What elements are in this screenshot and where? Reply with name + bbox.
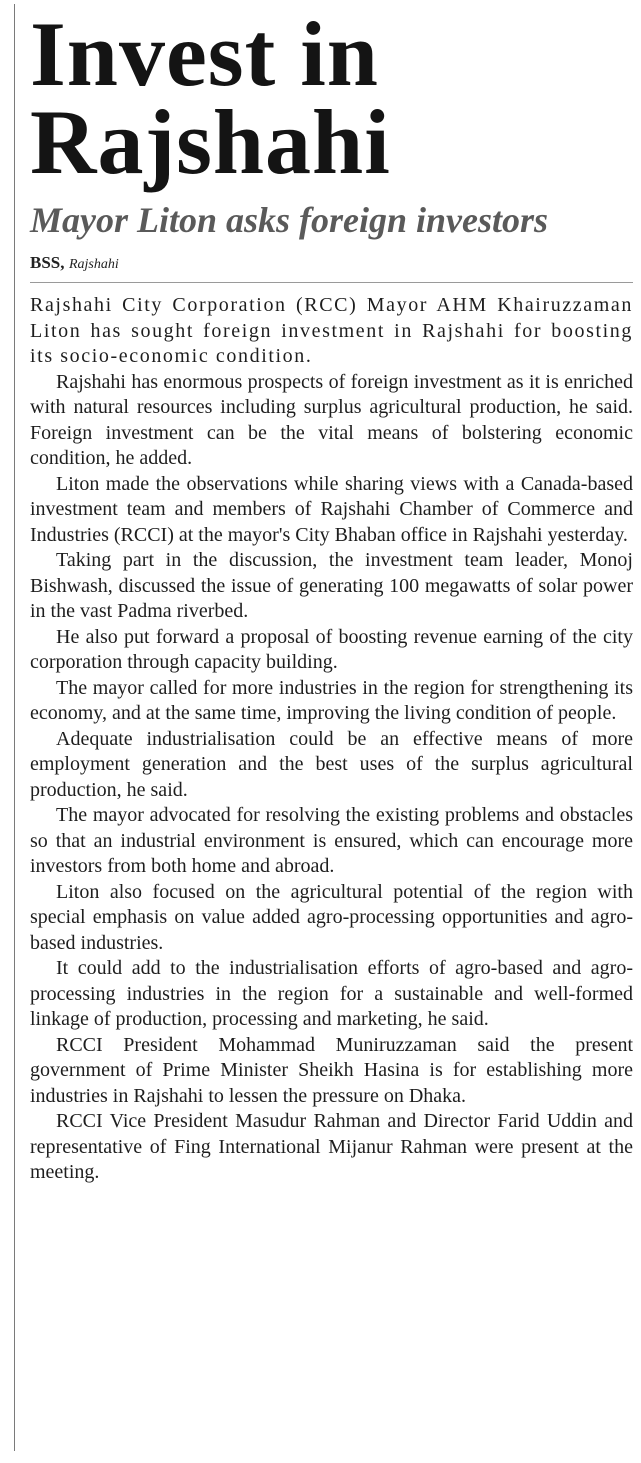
news-article [30, 0, 633, 1186]
paragraph: Adequate industrialisation could be an effective means of more employment generation and the best uses of the surplus agricultural production, he said. [30, 727, 633, 801]
byline-divider [30, 282, 633, 283]
paragraph: RCCI Vice President Masudur Rahman and Director Farid Uddin and representative of Fing International Mijanur Rahman were present at the meeting. [30, 1110, 633, 1183]
byline-location: Rajshahi [68, 257, 119, 272]
paragraph: Liton also focused on the agricultural potential of the region with special emphasis on value added agro-processing opportunities and agro-based industries. [30, 880, 633, 954]
article-body [30, 293, 633, 1186]
paragraph: Taking part in the discussion, the investment team leader, Monoj Bishwash, discussed the issue of generating 100 megawatts of solar power in the vast Padma riverbed. [30, 549, 633, 622]
subheadline: Mayor Liton asks foreign investors [30, 200, 549, 240]
paragraph: It could add to the industrialisation efforts of agro-based and agro-processing industries in the region for a sustainable and well-formed linkage of production, processing and marketing, he said. [30, 957, 633, 1030]
headline: Invest in Rajshahi [30, 3, 391, 193]
byline [30, 254, 633, 274]
paragraph: Liton made the observations while sharing views with a Canada-based investment team and members of Rajshahi Chamber of Commerce and Industries (RCCI) at the mayor's City Bhaban office in Rajshahi yesterday. [30, 472, 633, 546]
paragraph: Rajshahi City Corporation (RCC) Mayor AHM Khairuzzaman Liton has sought foreign investment in Rajshahi for boosting its socio-economic condition. [30, 294, 633, 367]
paragraph: RCCI President Mohammad Muniruzzaman said the present government of Prime Minister Sheikh Hasina is for establishing more industries in Rajshahi to lessen the pressure on Dhaka. [30, 1033, 633, 1107]
paragraph: The mayor advocated for resolving the existing problems and obstacles so that an industrial environment is ensured, which can encourage more investors from both home and abroad. [30, 804, 633, 877]
column-divider [14, 4, 15, 1451]
paragraph: Rajshahi has enormous prospects of foreign investment as it is enriched with natural resources including surplus agricultural production, he said. Foreign investment can be the vital means of bolstering economic condition, he added. [30, 370, 633, 469]
paragraph: He also put forward a proposal of boosting revenue earning of the city corporation through capacity building. [30, 625, 633, 673]
paragraph: The mayor called for more industries in the region for strengthening its economy, and at the same time, improving the living condition of people. [30, 676, 633, 724]
byline-agency: BSS, [30, 253, 65, 272]
